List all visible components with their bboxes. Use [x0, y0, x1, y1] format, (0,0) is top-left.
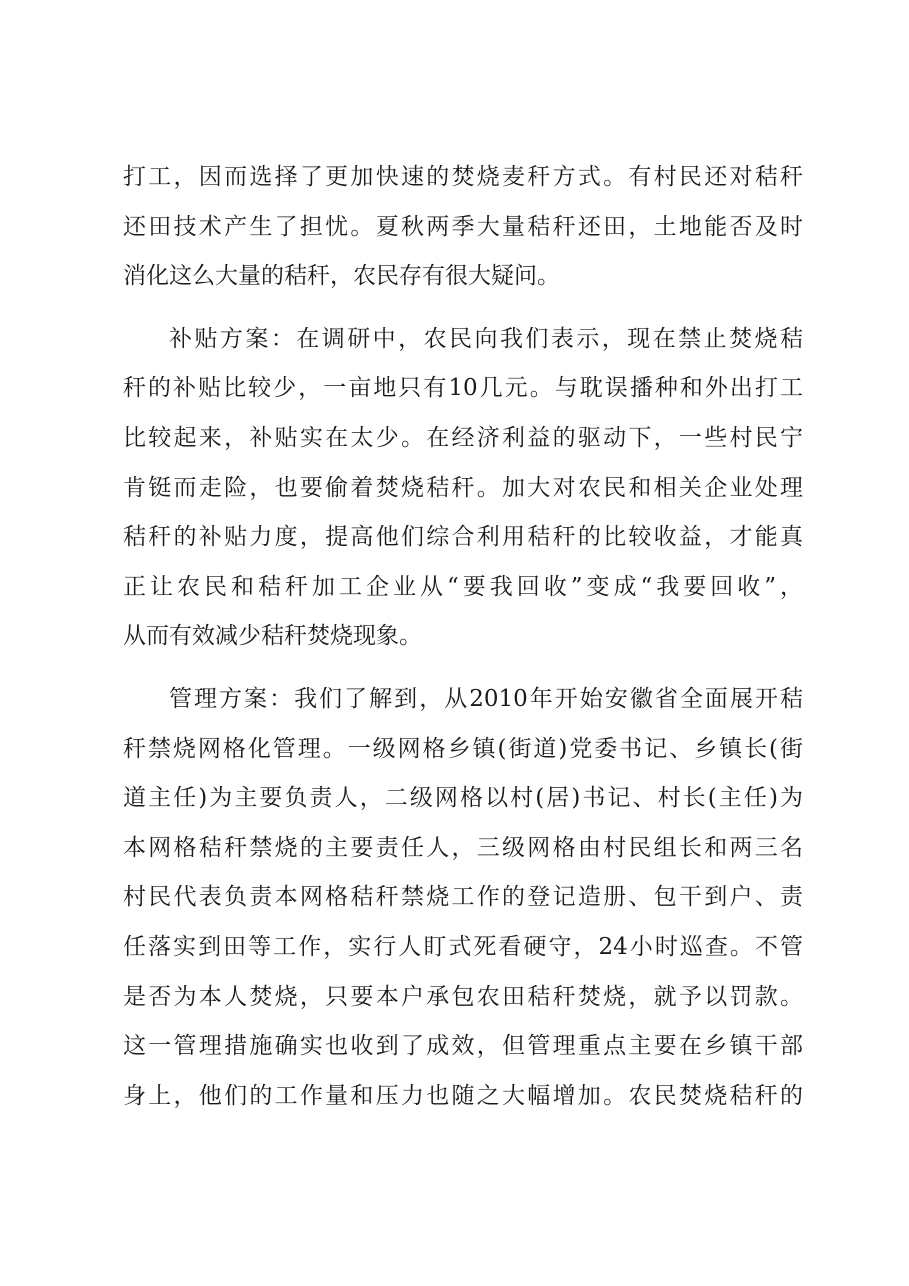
- text-line: 村民代表负责本网格秸秆禁烧工作的登记造册、包干到户、责: [123, 884, 803, 911]
- paragraph-management-plan: [123, 675, 803, 1121]
- text-line: 正让农民和秸秆加工企业从“要我回收”变成“我要回收”，: [123, 573, 803, 600]
- document-body: [123, 153, 803, 1121]
- text-line: 秸秆的补贴力度，提高他们综合利用秸秆的比较收益，才能真: [123, 524, 803, 551]
- text-line: 补贴方案：在调研中，农民向我们表示，现在禁止焚烧秸: [169, 325, 803, 352]
- text-line: 秆禁烧网格化管理。一级网格乡镇(街道)党委书记、乡镇长(街: [123, 735, 803, 762]
- text-line: 管理方案：我们了解到，从2010年开始安徽省全面展开秸: [169, 685, 803, 712]
- text-line: 从而有效减少秸秆焚烧现象。: [123, 623, 422, 650]
- text-line: 打工，因而选择了更加快速的焚烧麦秆方式。有村民还对秸秆: [123, 164, 803, 190]
- text-line: 肯铤而走险，也要偷着焚烧秸秆。加大对农民和相关企业处理: [123, 474, 803, 501]
- text-line: 身上，他们的工作量和压力也随之大幅增加。农民焚烧秸秆的: [123, 1082, 803, 1109]
- text-line: 本网格秸秆禁烧的主要责任人，三级网格由村民组长和两三名: [123, 834, 803, 861]
- text-line: 是否为本人焚烧，只要本户承包农田秸秆焚烧，就予以罚款。: [123, 983, 803, 1010]
- text-line: 消化这么大量的秸秆，农民存有很大疑问。: [123, 263, 560, 290]
- text-line: 秆的补贴比较少，一亩地只有10几元。与耽误播种和外出打工: [123, 375, 803, 402]
- text-line: 道主任)为主要负责人，二级网格以村(居)书记、村长(主任)为: [123, 785, 803, 812]
- text-line: 这一管理措施确实也收到了成效，但管理重点主要在乡镇干部: [123, 1033, 803, 1060]
- paragraph-subsidy-plan: [123, 315, 803, 662]
- text-line: 还田技术产生了担忧。夏秋两季大量秸秆还田，土地能否及时: [123, 213, 803, 240]
- text-line: 比较起来，补贴实在太少。在经济利益的驱动下，一些村民宁: [123, 424, 803, 451]
- text-line: 任落实到田等工作，实行人盯式死看硬守，24小时巡查。不管: [123, 933, 803, 960]
- paragraph-straw-concerns: [123, 153, 803, 302]
